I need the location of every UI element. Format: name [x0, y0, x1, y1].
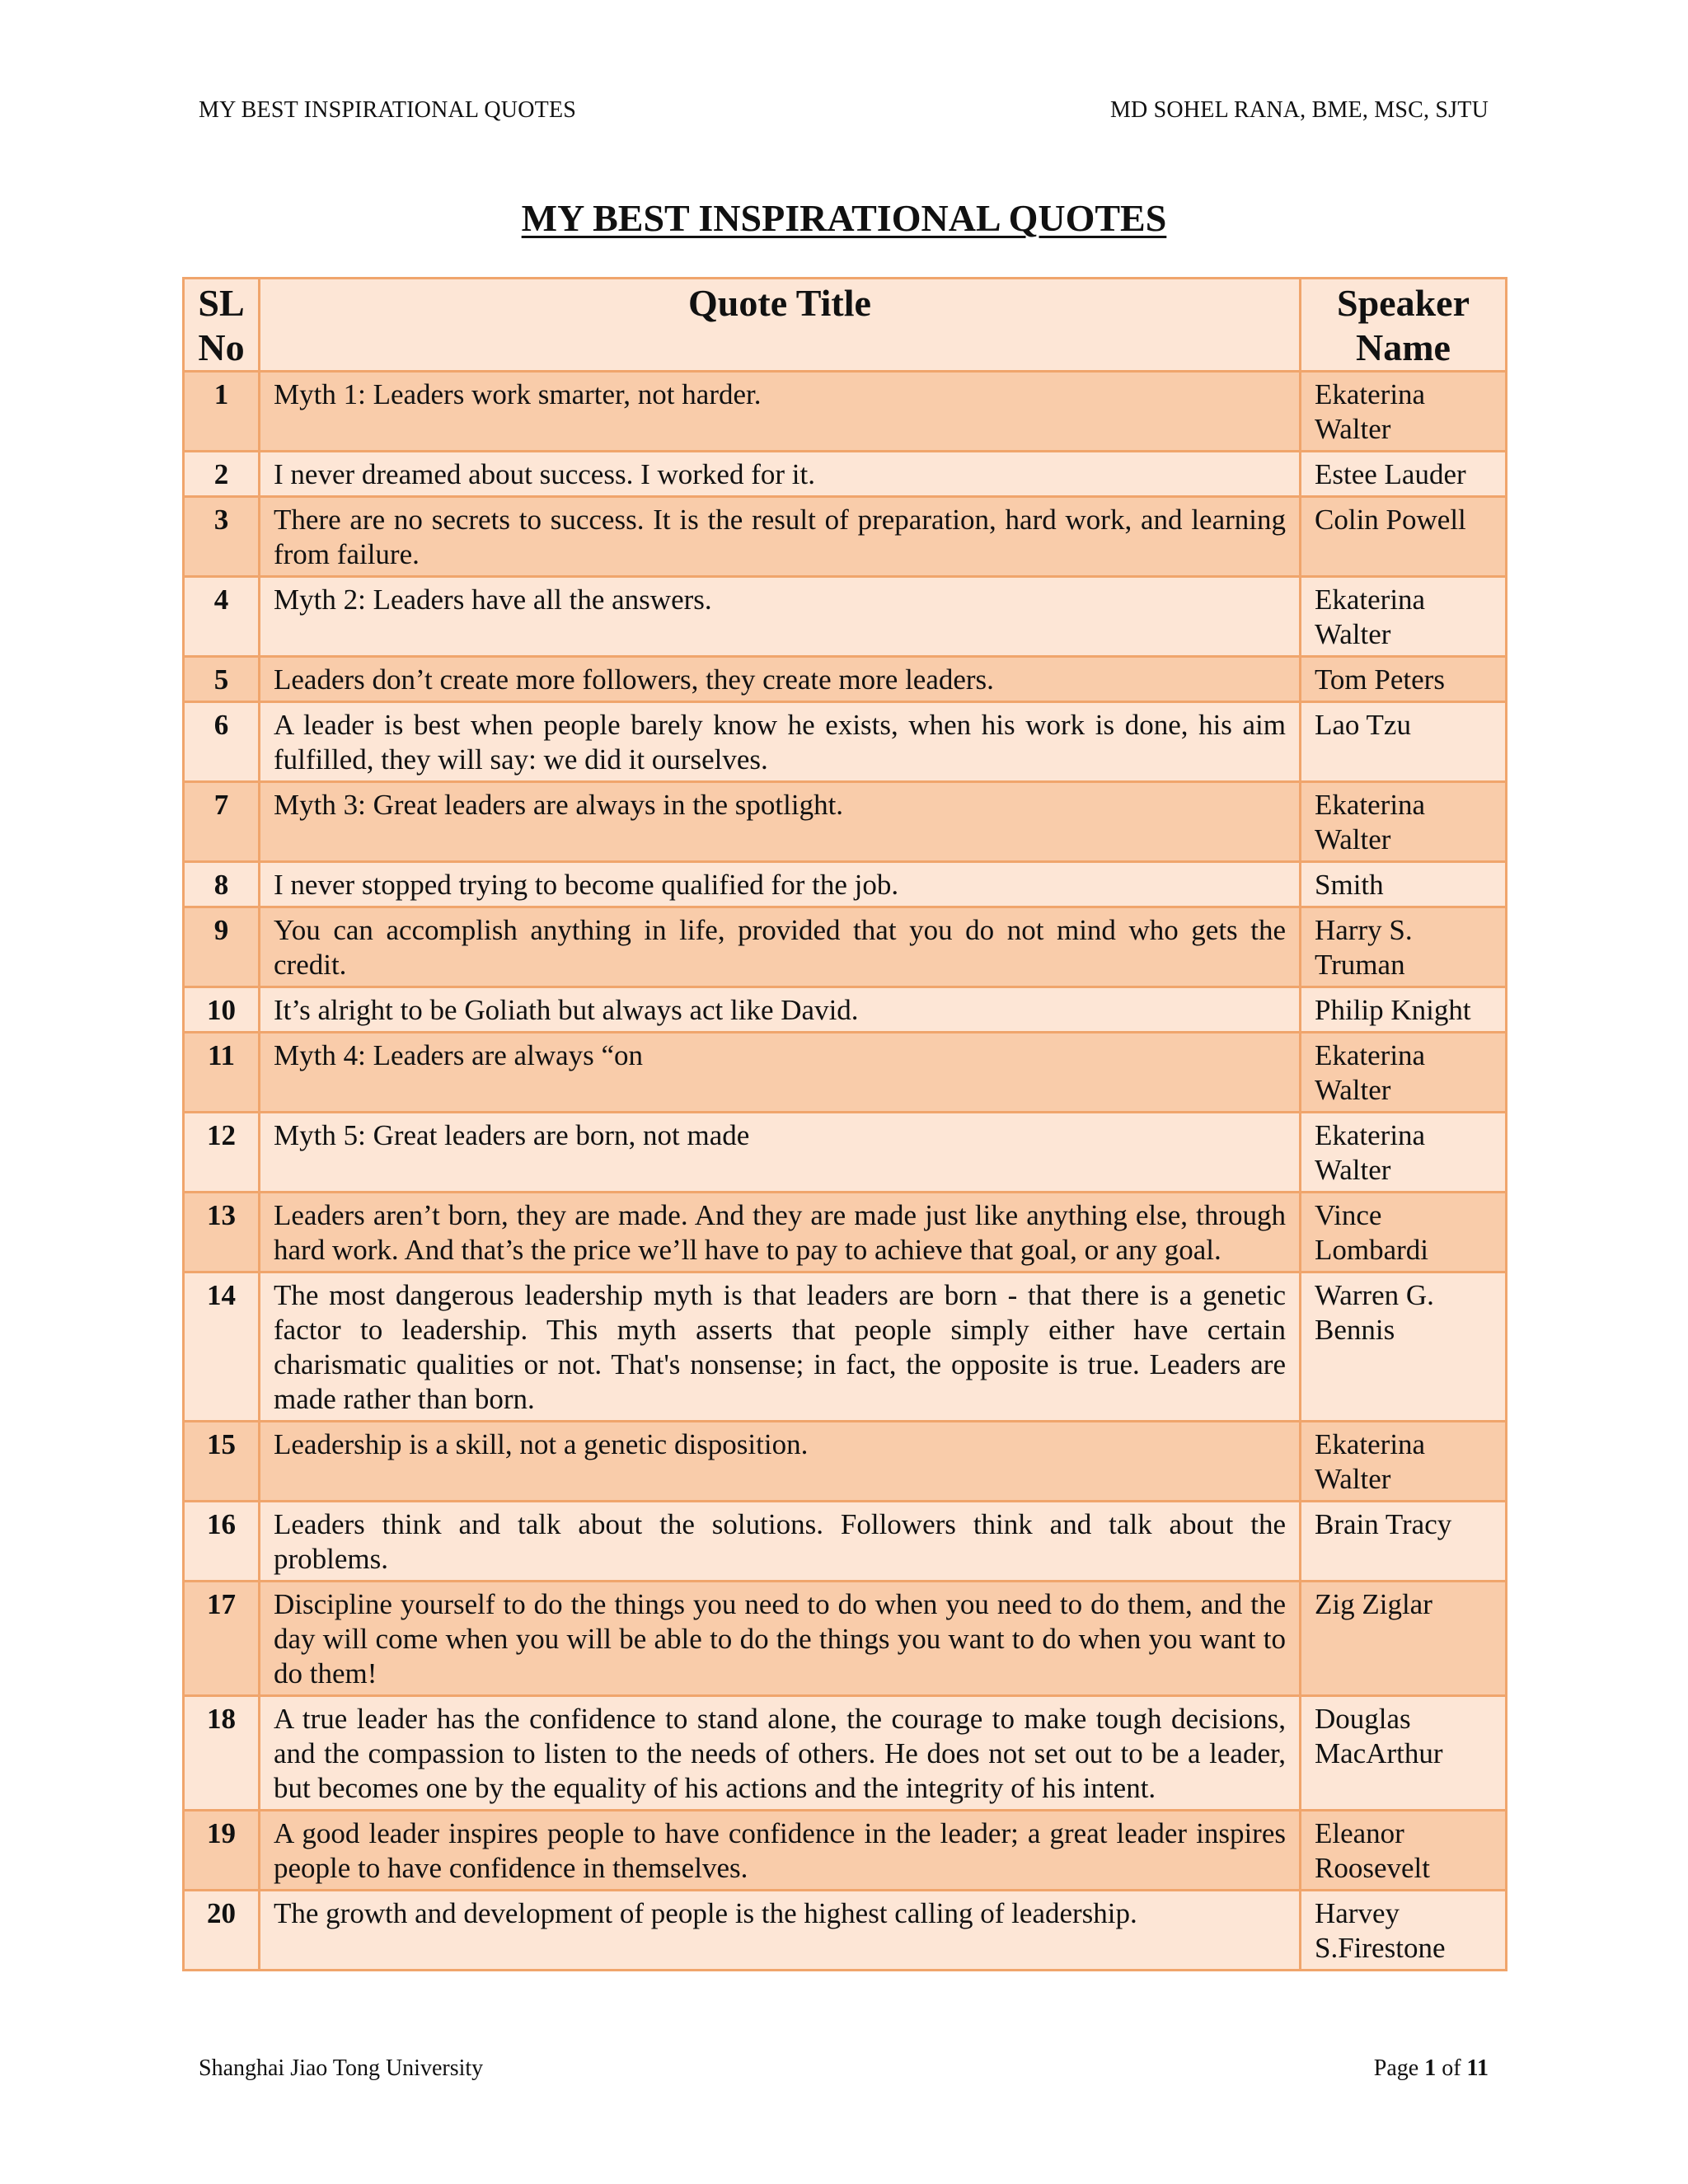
- speaker-cell: Ekaterina Walter: [1301, 782, 1507, 862]
- table-row: [184, 862, 1507, 907]
- quote-cell: You can accomplish anything in life, provided that you do not mind who gets the credit.: [260, 907, 1301, 987]
- speaker-cell: Eleanor Roosevelt: [1301, 1811, 1507, 1891]
- column-header-speaker-name: Speaker Name: [1301, 279, 1507, 372]
- header-right-text: MD SOHEL RANA, BME, MSC, SJTU: [1109, 97, 1489, 123]
- speaker-cell: Ekaterina Walter: [1301, 577, 1507, 657]
- speaker-cell: Tom Peters: [1301, 657, 1507, 702]
- quote-cell: I never stopped trying to become qualified for the job.: [260, 862, 1301, 907]
- quote-cell: Myth 3: Great leaders are always in the spotlight.: [260, 782, 1301, 862]
- table-row: [184, 577, 1507, 657]
- speaker-cell: Harry S. Truman: [1301, 907, 1507, 987]
- speaker-cell: Ekaterina Walter: [1301, 1033, 1507, 1113]
- table-row: [184, 1811, 1507, 1891]
- speaker-cell: Warren G. Bennis: [1301, 1272, 1507, 1422]
- speaker-cell: Estee Lauder: [1301, 452, 1507, 497]
- quote-cell: The most dangerous leadership myth is that leaders are born - that there is a genetic factor to leadership. This myth asserts that people simply either have certain charismatic qualities or not. That's nonsense; in fact, the opposite is true. Leaders are made rather than born.: [260, 1272, 1301, 1422]
- speaker-cell: Zig Ziglar: [1301, 1582, 1507, 1696]
- quote-cell: There are no secrets to success. It is the result of preparation, hard work, and learning from failure.: [260, 497, 1301, 577]
- sl-cell: 1: [184, 372, 260, 452]
- table-row: [184, 657, 1507, 702]
- table-row: [184, 702, 1507, 782]
- sl-cell: 5: [184, 657, 260, 702]
- sl-cell: 9: [184, 907, 260, 987]
- sl-cell: 19: [184, 1811, 260, 1891]
- table-row: [184, 452, 1507, 497]
- sl-cell: 13: [184, 1193, 260, 1272]
- quote-cell: A leader is best when people barely know he exists, when his work is done, his aim fulfilled, they will say: we did it ourselves.: [260, 702, 1301, 782]
- quote-cell: Leaders don’t create more followers, they create more leaders.: [260, 657, 1301, 702]
- sl-cell: 12: [184, 1113, 260, 1193]
- speaker-cell: Brain Tracy: [1301, 1502, 1507, 1582]
- table-row: [184, 1502, 1507, 1582]
- speaker-cell: Smith: [1301, 862, 1507, 907]
- header-left-text: MY BEST INSPIRATIONAL QUOTES: [199, 97, 577, 123]
- table-row: [184, 907, 1507, 987]
- sl-cell: 17: [184, 1582, 260, 1696]
- sl-cell: 14: [184, 1272, 260, 1422]
- table-row: [184, 1113, 1507, 1193]
- page-footer: [199, 2055, 1489, 2082]
- speaker-cell: Lao Tzu: [1301, 702, 1507, 782]
- sl-cell: 20: [184, 1891, 260, 1971]
- table-row: [184, 1193, 1507, 1272]
- table-header-row: [184, 279, 1507, 372]
- speaker-cell: Vince Lombardi: [1301, 1193, 1507, 1272]
- sl-cell: 2: [184, 452, 260, 497]
- sl-cell: 11: [184, 1033, 260, 1113]
- table-row: [184, 1272, 1507, 1422]
- quote-cell: Myth 4: Leaders are always “on: [260, 1033, 1301, 1113]
- table-row: [184, 1033, 1507, 1113]
- table-row: [184, 1582, 1507, 1696]
- table-row: [184, 1696, 1507, 1811]
- column-header-sl-no: SL No: [184, 279, 260, 372]
- speaker-cell: Ekaterina Walter: [1301, 1113, 1507, 1193]
- quote-cell: Myth 1: Leaders work smarter, not harder.: [260, 372, 1301, 452]
- table-row: [184, 372, 1507, 452]
- quote-cell: I never dreamed about success. I worked for it.: [260, 452, 1301, 497]
- table-row: [184, 987, 1507, 1033]
- quote-cell: Leadership is a skill, not a genetic disposition.: [260, 1422, 1301, 1502]
- quote-cell: Leaders think and talk about the solutions. Followers think and talk about the problems.: [260, 1502, 1301, 1582]
- speaker-cell: Harvey S.Firestone: [1301, 1891, 1507, 1971]
- quote-cell: Myth 2: Leaders have all the answers.: [260, 577, 1301, 657]
- sl-cell: 15: [184, 1422, 260, 1502]
- sl-cell: 6: [184, 702, 260, 782]
- speaker-cell: Ekaterina Walter: [1301, 372, 1507, 452]
- sl-cell: 10: [184, 987, 260, 1033]
- table-row: [184, 1422, 1507, 1502]
- table-body: [184, 372, 1507, 1971]
- sl-cell: 8: [184, 862, 260, 907]
- quote-cell: Leaders aren’t born, they are made. And they are made just like anything else, through hard work. And that’s the price we’ll have to pay to achieve that goal, or any goal.: [260, 1193, 1301, 1272]
- column-header-quote-title: Quote Title: [260, 279, 1301, 372]
- quote-cell: It’s alright to be Goliath but always act like David.: [260, 987, 1301, 1033]
- sl-cell: 16: [184, 1502, 260, 1582]
- page-header: [199, 97, 1489, 124]
- quote-cell: Myth 5: Great leaders are born, not made: [260, 1113, 1301, 1193]
- table-row: [184, 497, 1507, 577]
- footer-university: Shanghai Jiao Tong University: [199, 2055, 484, 2081]
- table-row: [184, 1891, 1507, 1971]
- speaker-cell: Colin Powell: [1301, 497, 1507, 577]
- speaker-cell: Ekaterina Walter: [1301, 1422, 1507, 1502]
- quote-cell: A true leader has the confidence to stand alone, the courage to make tough decisions, and the compassion to listen to the needs of others. He does not set out to be a leader, but becomes one by the equality of his actions and the integrity of his intent.: [260, 1696, 1301, 1811]
- quote-cell: A good leader inspires people to have confidence in the leader; a great leader inspires people to have confidence in themselves.: [260, 1811, 1301, 1891]
- speaker-cell: Douglas MacArthur: [1301, 1696, 1507, 1811]
- sl-cell: 3: [184, 497, 260, 577]
- page-number: Page 1 of 11: [1373, 2055, 1489, 2081]
- document-title: MY BEST INSPIRATIONAL QUOTES: [521, 197, 1167, 239]
- table-row: [184, 782, 1507, 862]
- quote-cell: Discipline yourself to do the things you need to do when you need to do them, and the day will come when you will be able to do the things you want to do when you want to do them!: [260, 1582, 1301, 1696]
- speaker-cell: Philip Knight: [1301, 987, 1507, 1033]
- sl-cell: 4: [184, 577, 260, 657]
- sl-cell: 18: [184, 1696, 260, 1811]
- quote-cell: The growth and development of people is the highest calling of leadership.: [260, 1891, 1301, 1971]
- quotes-table: [182, 277, 1507, 1971]
- sl-cell: 7: [184, 782, 260, 862]
